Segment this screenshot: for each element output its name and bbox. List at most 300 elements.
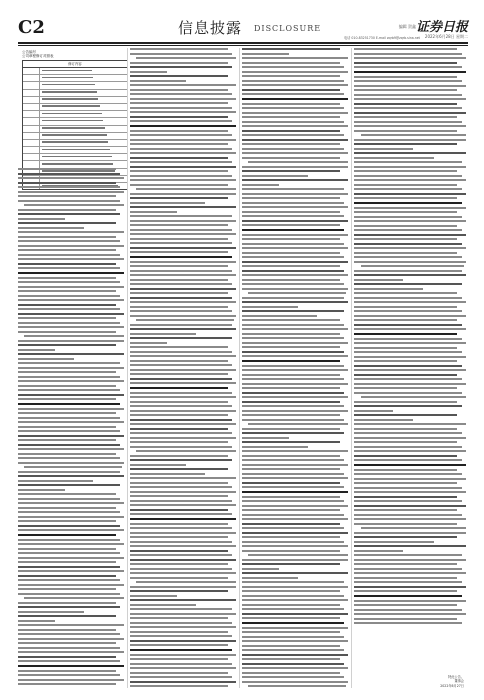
text-line: [130, 504, 236, 506]
text-line: [18, 403, 120, 406]
text-line: [354, 48, 457, 50]
text-line: [242, 604, 340, 606]
text-line: [242, 66, 344, 68]
text-line: [130, 518, 236, 521]
text-line: [354, 193, 466, 195]
text-line: [242, 613, 348, 615]
text-line: [130, 373, 228, 375]
text-line: [242, 464, 348, 466]
text-line: [242, 93, 344, 95]
text-line: [248, 423, 348, 425]
text-line: [242, 559, 348, 561]
text-line: [248, 685, 346, 687]
text-line: [242, 496, 340, 498]
text-line: [18, 620, 55, 622]
text-line: [130, 410, 236, 412]
text-line: [242, 441, 340, 443]
text-line: [130, 441, 228, 443]
text-line: [18, 493, 116, 495]
text-line: [130, 98, 236, 100]
text-line: [242, 586, 348, 588]
text-line: [354, 121, 462, 123]
text-line: [130, 428, 228, 430]
text-line: [130, 89, 228, 91]
text-line: [248, 161, 348, 163]
text-line: [242, 477, 348, 479]
text-line: [18, 561, 116, 563]
text-line: [242, 527, 344, 529]
text-line: [242, 265, 340, 267]
table-title: 公司章程修订对照表: [22, 54, 54, 58]
text-line: [18, 534, 116, 537]
text-line: [354, 536, 457, 538]
text-line: [18, 444, 120, 446]
text-line: [354, 207, 466, 209]
text-line: [354, 148, 413, 150]
text-line: [242, 143, 340, 145]
text-line: [248, 292, 346, 294]
text-line: [18, 480, 93, 482]
text-line: [130, 572, 236, 574]
text-line: [242, 234, 348, 236]
text-line: [130, 509, 228, 511]
text-line: [354, 505, 466, 507]
masthead: [18, 18, 468, 40]
text-line: [130, 175, 232, 177]
text-line: [130, 157, 228, 159]
contact-line: 电话 010-83251730 E-mail zqrb9@zqrb.sina.net: [344, 36, 420, 40]
text-line: [242, 595, 344, 597]
text-line: [242, 297, 344, 299]
text-line: [130, 139, 236, 141]
text-line: [18, 177, 124, 179]
text-line: [242, 283, 344, 285]
text-line: [24, 335, 124, 337]
text-line: [242, 238, 340, 240]
text-line: [18, 417, 120, 419]
text-line: [354, 509, 457, 511]
text-line: [18, 471, 120, 473]
text-line: [130, 116, 228, 118]
text-line: [248, 554, 348, 556]
text-line: [354, 374, 457, 376]
issue-date: 2022年6月28日 星期二: [424, 34, 468, 39]
text-line: [242, 53, 289, 55]
text-line: [354, 211, 457, 213]
text-line: [18, 647, 120, 649]
text-line: [242, 103, 340, 105]
text-line: [130, 663, 232, 665]
text-line: [130, 550, 228, 552]
text-line: [18, 191, 124, 193]
text-line: [242, 486, 344, 488]
text-line: [130, 617, 228, 619]
text-line: [18, 498, 120, 500]
text-line: [354, 333, 457, 336]
text-line: [136, 319, 234, 321]
text-line: [18, 295, 120, 297]
text-line: [130, 464, 186, 466]
text-line: [130, 446, 232, 448]
text-line: [18, 389, 120, 391]
text-line: [130, 125, 236, 128]
text-line: [354, 491, 466, 493]
text-line: [130, 292, 228, 294]
text-line: [242, 374, 340, 376]
text-line: [130, 536, 228, 538]
text-line: [361, 134, 466, 136]
text-line: [130, 283, 232, 285]
text-line: [18, 200, 120, 202]
text-line: [354, 590, 457, 592]
text-line: [354, 161, 462, 163]
text-line: [18, 371, 116, 373]
text-line: [242, 121, 344, 123]
text-line: [354, 315, 466, 317]
text-line: [242, 215, 344, 217]
text-line: [354, 270, 462, 272]
text-line: [130, 423, 236, 425]
text-line: [130, 640, 236, 642]
text-line: [242, 622, 344, 625]
text-line: [18, 651, 124, 653]
text-line: [242, 252, 340, 254]
text-line: [130, 324, 232, 326]
text-line: [354, 166, 466, 168]
text-line: [242, 392, 344, 394]
text-line: [130, 206, 236, 208]
text-line: [242, 500, 344, 502]
text-line: [130, 459, 232, 461]
text-line: [130, 685, 228, 687]
text-line: [18, 240, 120, 242]
text-line: [354, 225, 457, 227]
text-line: [242, 288, 348, 290]
text-line: [242, 428, 340, 430]
text-line: [242, 532, 348, 534]
text-line: [18, 611, 84, 613]
text-line: [354, 130, 457, 132]
text-line: [18, 552, 120, 554]
text-line: [130, 635, 232, 637]
text-line: [354, 572, 466, 574]
text-line: [18, 588, 116, 590]
text-line: [18, 453, 116, 455]
text-line: [242, 468, 340, 470]
text-line: [136, 57, 236, 59]
text-line: [242, 681, 348, 683]
text-line: [18, 186, 120, 188]
text-line: [354, 184, 457, 186]
text-line: [242, 48, 340, 50]
text-line: [354, 107, 462, 109]
text-line: [242, 627, 348, 629]
text-line: [18, 267, 120, 269]
text-line: [24, 466, 122, 468]
text-line: [18, 638, 124, 640]
text-line: [130, 595, 177, 597]
text-line: [242, 197, 340, 199]
text-line: [354, 125, 466, 127]
text-line: [354, 256, 462, 258]
text-line: [242, 256, 344, 258]
text-line: [130, 473, 205, 475]
text-line: [18, 633, 120, 635]
text-line: [18, 340, 124, 342]
text-line: [130, 333, 196, 335]
text-line: [354, 600, 466, 602]
text-line: [242, 459, 344, 461]
text-line: [242, 369, 348, 371]
text-line: [242, 541, 344, 543]
text-line: [242, 62, 340, 64]
text-line: [18, 277, 116, 279]
text-line: [354, 577, 457, 579]
text-line: [18, 313, 124, 315]
text-line: [18, 349, 55, 351]
text-line: [354, 550, 403, 552]
text-line: [18, 539, 120, 541]
text-line: [130, 545, 236, 547]
text-line: [130, 297, 232, 299]
text-line: [130, 369, 236, 371]
text-line: [130, 468, 228, 470]
text-line: [242, 346, 340, 348]
text-line: [130, 392, 232, 394]
text-line: [130, 513, 232, 515]
signature-line: 特此公告。: [448, 674, 464, 679]
text-line: [242, 170, 340, 172]
text-line: [18, 679, 124, 681]
text-line: [354, 85, 466, 87]
text-line: [130, 554, 232, 556]
text-line: [18, 489, 65, 491]
column-divider: [127, 48, 128, 688]
text-line: [242, 450, 348, 452]
text-line: [130, 238, 228, 240]
signature-block: [440, 675, 464, 689]
text-line: [18, 272, 124, 275]
page-number: C2: [18, 17, 45, 38]
text-line: [242, 383, 348, 385]
text-line: [18, 529, 124, 531]
text-line: [242, 581, 344, 583]
text-line: [130, 161, 232, 163]
text-line: [130, 224, 228, 226]
text-line: [18, 430, 120, 432]
text-line: [242, 274, 348, 276]
text-line: [354, 328, 466, 330]
text-line: [18, 358, 74, 360]
text-line: [18, 195, 116, 197]
text-line: [242, 590, 340, 592]
text-line: [130, 599, 236, 601]
text-line: [354, 76, 457, 78]
text-line: [18, 475, 124, 477]
text-line: [354, 202, 462, 205]
text-line: [354, 595, 462, 598]
text-line: [242, 157, 340, 159]
text-line: [130, 676, 232, 678]
text-line: [130, 179, 236, 181]
text-line: [130, 382, 236, 384]
text-line: [354, 622, 462, 624]
text-line: [130, 355, 236, 357]
text-line: [354, 292, 457, 294]
text-line: [354, 143, 457, 145]
column-divider: [351, 48, 352, 688]
text-line: [130, 563, 228, 565]
text-line: [130, 288, 236, 290]
newspaper-logo: 证券日报: [415, 20, 468, 35]
text-line: [130, 301, 236, 303]
text-line: [354, 301, 466, 303]
text-line: [130, 681, 236, 683]
text-line: [130, 220, 236, 222]
text-line: [18, 457, 120, 459]
text-line: [242, 211, 340, 213]
text-line: [242, 324, 344, 326]
text-line: [18, 584, 124, 586]
text-line: [354, 437, 466, 439]
text-line: [130, 658, 228, 660]
column-divider: [239, 48, 240, 688]
text-line: [242, 355, 348, 357]
text-line: [242, 337, 344, 339]
text-line: [130, 337, 232, 339]
text-line: [354, 247, 466, 249]
text-line: [354, 414, 457, 416]
text-line: [130, 405, 232, 407]
text-line: [130, 387, 228, 390]
text-line: [242, 328, 348, 330]
text-line: [354, 586, 466, 588]
text-column-1: [18, 48, 124, 688]
text-line: [130, 111, 236, 113]
text-line: [136, 450, 236, 452]
text-line: [18, 665, 124, 668]
text-line: [130, 274, 236, 276]
text-line: [242, 387, 340, 389]
text-line: [18, 385, 116, 387]
text-line: [242, 636, 344, 638]
text-line: [242, 179, 348, 181]
text-line: [242, 229, 344, 232]
text-line: [130, 184, 228, 186]
text-line: [354, 459, 462, 461]
text-line: [354, 66, 462, 68]
text-line: [242, 396, 348, 398]
text-line: [354, 518, 466, 520]
text-line: [18, 317, 116, 319]
text-line: [354, 53, 462, 55]
text-line: [354, 559, 466, 561]
text-line: [18, 557, 124, 559]
text-line: [354, 455, 457, 457]
text-line: [242, 175, 308, 177]
text-line: [18, 362, 120, 364]
text-line: [130, 455, 228, 457]
text-line: [130, 251, 228, 253]
text-line: [242, 166, 348, 168]
text-line: [354, 419, 413, 421]
text-line: [242, 351, 344, 353]
text-line: [18, 516, 124, 518]
text-line: [130, 306, 228, 308]
text-line: [18, 525, 120, 527]
text-line: [130, 261, 236, 263]
text-line: [130, 197, 228, 199]
text-line: [354, 157, 434, 159]
text-line: [18, 575, 116, 577]
text-line: [18, 566, 120, 568]
text-line: [242, 342, 348, 344]
text-line: [130, 527, 232, 529]
text-line: [18, 299, 124, 301]
signature-line: 董事会: [454, 679, 464, 683]
text-line: [18, 507, 116, 509]
text-line: [354, 283, 462, 285]
text-line: [18, 670, 116, 672]
text-line: [242, 414, 340, 416]
text-line: [130, 148, 232, 150]
text-line: [354, 80, 462, 82]
text-line: [18, 258, 124, 260]
text-line: [136, 188, 236, 190]
text-line: [354, 568, 462, 570]
text-line: [242, 107, 344, 109]
text-line: [130, 360, 228, 362]
text-line: [130, 590, 228, 592]
text-line: [130, 351, 232, 353]
text-line: [242, 84, 348, 86]
text-line: [354, 98, 466, 100]
text-line: [242, 206, 348, 208]
text-line: [18, 304, 116, 306]
text-line: [130, 143, 228, 145]
text-line: [18, 570, 124, 572]
text-line: [130, 84, 236, 86]
text-line: [18, 624, 124, 626]
text-line: [18, 245, 124, 247]
text-line: [354, 532, 466, 534]
text-line: [18, 642, 116, 644]
text-line: [242, 401, 340, 403]
text-line: [18, 602, 116, 604]
text-line: [242, 658, 340, 660]
text-line: [18, 394, 124, 396]
text-line: [24, 204, 124, 206]
text-line: [354, 112, 466, 114]
text-line: [130, 626, 236, 628]
text-line: [354, 216, 462, 218]
text-line: [242, 261, 348, 263]
text-line: [354, 338, 462, 340]
text-line: [18, 290, 116, 292]
text-line: [18, 426, 116, 428]
text-line: [354, 423, 466, 425]
text-line: [130, 48, 228, 50]
text-line: [130, 654, 236, 656]
text-line: [18, 462, 124, 464]
text-line: [361, 396, 466, 398]
text-line: [130, 342, 167, 344]
text-line: [130, 532, 236, 534]
text-line: [354, 238, 457, 240]
text-line: [242, 631, 340, 633]
text-line: [354, 432, 462, 434]
text-line: [354, 94, 462, 96]
